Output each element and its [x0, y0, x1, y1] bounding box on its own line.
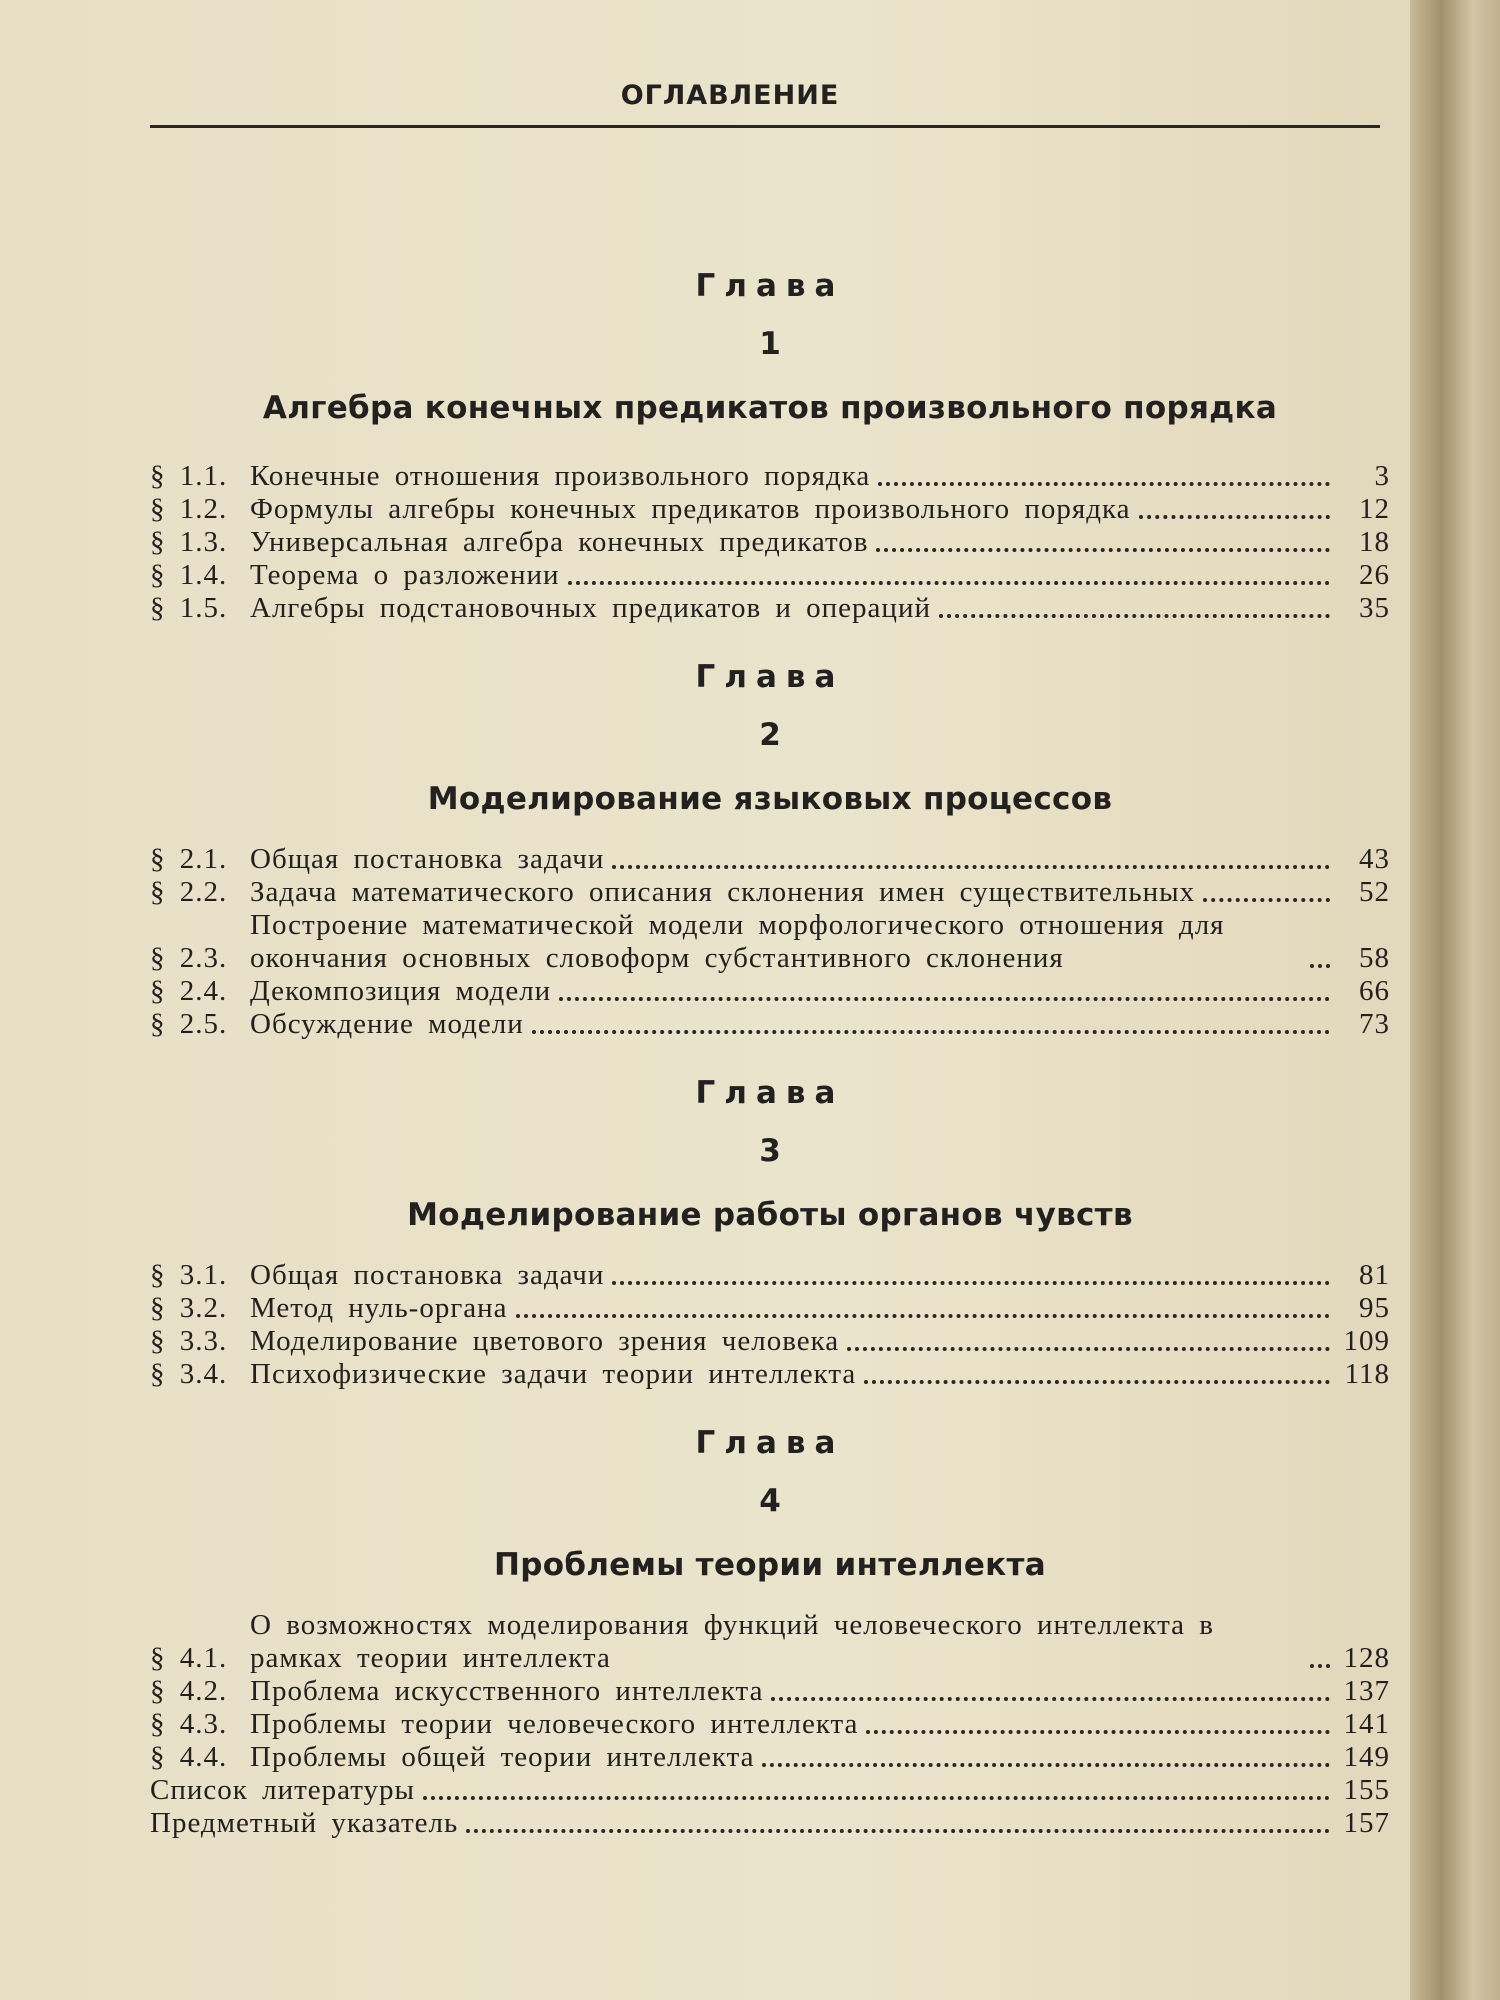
chapter-label: Глава: [695, 659, 845, 695]
section-number: § 1.1.: [150, 460, 228, 492]
chapter-title: Моделирование работы органов чувств: [407, 1197, 1133, 1233]
page-number: 149: [1343, 1741, 1390, 1773]
section-number: § 1.4.: [150, 559, 228, 591]
dot-leader: [847, 1347, 1330, 1351]
chapter-1-sections: [150, 460, 1390, 625]
section-number: § 4.1.: [150, 1642, 228, 1674]
dot-leader: [1310, 1664, 1330, 1668]
page-number: 26: [1359, 559, 1390, 591]
section-title: Алгебры подстановочных предикатов и операций: [250, 592, 931, 624]
toc-entry-2-1[interactable]: [150, 843, 1390, 876]
dot-leader: [516, 1314, 1331, 1318]
section-number: § 1.3.: [150, 526, 228, 558]
chapter-4: [150, 1425, 1390, 1583]
chapter-number: 3: [759, 1133, 781, 1169]
section-title: Метод нуль-органа: [250, 1292, 508, 1324]
toc-entry-2-5[interactable]: [150, 1008, 1390, 1041]
section-title: Универсальная алгебра конечных предикатов: [250, 526, 869, 558]
section-number: § 3.4.: [150, 1358, 228, 1390]
chapter-1: [150, 268, 1390, 426]
section-number: § 3.2.: [150, 1292, 228, 1324]
page-number: 12: [1359, 493, 1390, 525]
dot-leader: [771, 1697, 1330, 1701]
page-number: 155: [1343, 1774, 1390, 1806]
toc-entry-subject-index[interactable]: [150, 1807, 1390, 1840]
page-number: 109: [1343, 1325, 1390, 1357]
dot-leader: [1203, 898, 1330, 902]
page-number: 157: [1343, 1807, 1390, 1839]
dot-leader: [878, 482, 1330, 486]
toc-content: [150, 80, 1390, 1840]
section-number: § 2.3.: [150, 942, 228, 974]
section-title: Общая постановка задачи: [250, 843, 605, 875]
section-title: О возможностях моделирования функций человеческого интеллекта в рамках теории интеллекта: [250, 1609, 1214, 1674]
chapter-number: 1: [759, 326, 781, 362]
dot-leader: [762, 1763, 1330, 1767]
toc-entry-1-2[interactable]: [150, 493, 1390, 526]
section-title: Теорема о разложении: [250, 559, 560, 591]
toc-entry-bibliography[interactable]: [150, 1774, 1390, 1807]
section-number: § 1.2.: [150, 493, 228, 525]
page-number: 81: [1359, 1259, 1390, 1291]
toc-entry-2-2[interactable]: [150, 876, 1390, 909]
toc-entry-3-4[interactable]: [150, 1358, 1390, 1391]
dot-leader: [423, 1796, 1330, 1800]
toc-entry-1-3[interactable]: [150, 526, 1390, 559]
dot-leader: [559, 997, 1330, 1001]
dot-leader: [866, 1730, 1330, 1734]
toc-entry-4-3[interactable]: [150, 1708, 1390, 1741]
toc-entry-3-3[interactable]: [150, 1325, 1390, 1358]
section-number: § 2.2.: [150, 876, 228, 908]
book-spine-edge: [1410, 0, 1500, 2000]
page-number: 137: [1343, 1675, 1390, 1707]
chapter-3: [150, 1075, 1390, 1233]
toc-entry-2-3[interactable]: [150, 909, 1390, 975]
dot-leader: [1310, 964, 1330, 968]
chapter-number: 4: [759, 1483, 781, 1519]
dot-leader: [1139, 515, 1330, 519]
dot-leader: [612, 865, 1330, 869]
section-title: Обсуждение модели: [250, 1008, 524, 1040]
section-title: Моделирование цветового зрения человека: [250, 1325, 840, 1357]
toc-entry-4-1[interactable]: [150, 1609, 1390, 1675]
toc-entry-4-4[interactable]: [150, 1741, 1390, 1774]
section-title: Конечные отношения произвольного порядка: [250, 460, 871, 492]
toc-entry-1-5[interactable]: [150, 592, 1390, 625]
dot-leader: [532, 1030, 1330, 1034]
page-number: 43: [1359, 843, 1390, 875]
page-number: 118: [1344, 1358, 1390, 1390]
chapter-label: Глава: [695, 268, 845, 304]
page-number: 73: [1359, 1008, 1390, 1040]
section-number: § 4.2.: [150, 1675, 228, 1707]
section-number: § 2.1.: [150, 843, 228, 875]
chapter-title: Проблемы теории интеллекта: [494, 1547, 1046, 1583]
chapter-2: [150, 659, 1390, 817]
chapter-title: Алгебра конечных предикатов произвольного порядка: [262, 390, 1278, 426]
toc-entry-1-1[interactable]: [150, 460, 1390, 493]
page-number: 66: [1359, 975, 1390, 1007]
dot-leader: [568, 581, 1330, 585]
page-number: 141: [1343, 1708, 1390, 1740]
chapter-label: Глава: [695, 1075, 845, 1111]
toc-entry-4-2[interactable]: [150, 1675, 1390, 1708]
section-title: Задача математического описания склонения имен существительных: [250, 876, 1196, 908]
section-title: Психофизические задачи теории интеллекта: [250, 1358, 857, 1390]
running-head: ОГЛАВЛЕНИЕ: [620, 80, 840, 111]
section-number: § 3.3.: [150, 1325, 228, 1357]
section-number: § 3.1.: [150, 1259, 228, 1291]
dot-leader: [466, 1829, 1330, 1833]
section-number: § 2.4.: [150, 975, 228, 1007]
toc-entry-2-4[interactable]: [150, 975, 1390, 1008]
section-number: § 4.4.: [150, 1741, 228, 1773]
toc-entry-3-2[interactable]: [150, 1292, 1390, 1325]
chapter-3-sections: [150, 1259, 1390, 1391]
section-title: Формулы алгебры конечных предикатов произвольного порядка: [250, 493, 1131, 525]
dot-leader: [612, 1281, 1330, 1285]
page-number: 35: [1359, 592, 1390, 624]
section-title: Список литературы: [150, 1774, 416, 1806]
chapter-number: 2: [759, 717, 781, 753]
section-number: § 1.5.: [150, 592, 228, 624]
page-number: 95: [1359, 1292, 1390, 1324]
chapter-title: Моделирование языковых процессов: [427, 781, 1113, 817]
section-number: § 2.5.: [150, 1008, 228, 1040]
page-number: 52: [1359, 876, 1390, 908]
toc-entry-1-4[interactable]: [150, 559, 1390, 592]
dot-leader: [864, 1380, 1330, 1384]
chapter-label: Глава: [695, 1425, 845, 1461]
dot-leader: [876, 548, 1330, 552]
section-title: Построение математической модели морфологического отношения для окончания основных словоформ субстантивного склонения: [250, 909, 1225, 974]
page-number: 18: [1359, 526, 1390, 558]
page-number: 3: [1374, 460, 1390, 492]
chapter-4-sections: [150, 1609, 1390, 1840]
page-number: 58: [1359, 942, 1390, 974]
section-title: Декомпозиция модели: [250, 975, 552, 1007]
section-number: § 4.3.: [150, 1708, 228, 1740]
toc-entry-3-1[interactable]: [150, 1259, 1390, 1292]
section-title: Предметный указатель: [150, 1807, 459, 1839]
dot-leader: [939, 614, 1330, 618]
section-title: Проблемы общей теории интеллекта: [250, 1741, 755, 1773]
section-title: Проблемы теории человеческого интеллекта: [250, 1708, 859, 1740]
section-title: Общая постановка задачи: [250, 1259, 605, 1291]
chapter-2-sections: [150, 843, 1390, 1041]
page-number: 128: [1343, 1642, 1390, 1674]
section-title: Проблема искусственного интеллекта: [250, 1675, 764, 1707]
